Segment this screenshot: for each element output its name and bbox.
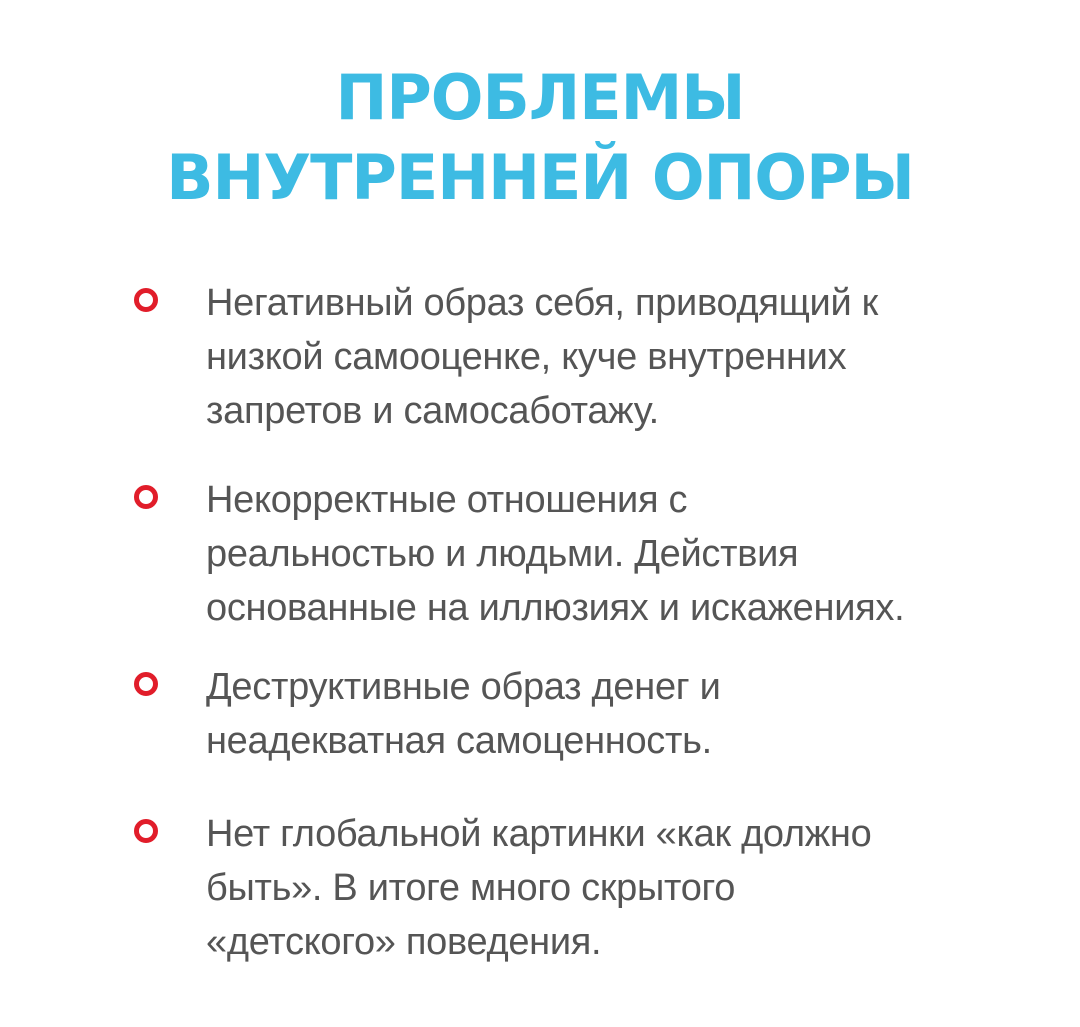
list-item-line: Нет глобальной картинки «как должно bbox=[206, 813, 872, 855]
list-item-line: Некорректные отношения с bbox=[206, 479, 688, 521]
page-title-line-2: ВНУТРЕННЕЙ ОПОРЫ bbox=[166, 141, 914, 214]
list-item-line: запретов и самосаботажу. bbox=[206, 390, 659, 432]
red-ring-bullet-icon bbox=[134, 288, 158, 312]
list-item-line: неадекватная самоценность. bbox=[206, 720, 712, 762]
list-item-text bbox=[206, 473, 966, 635]
red-ring-bullet-icon bbox=[134, 672, 158, 696]
list-item-text bbox=[206, 807, 966, 969]
red-ring-bullet-icon bbox=[134, 819, 158, 843]
list-item-line: низкой самооценке, куче внутренних bbox=[206, 336, 847, 378]
page-title-line-1: ПРОБЛЕМЫ bbox=[335, 61, 745, 134]
list-item-line: быть». В итоге много скрытого bbox=[206, 867, 736, 909]
list-item-text bbox=[206, 276, 966, 438]
list-item-line: Негативный образ себя, приводящий к bbox=[206, 282, 878, 324]
list-item-line: «детского» поведения. bbox=[206, 921, 602, 963]
list-item-line: Деструктивные образ денег и bbox=[206, 666, 721, 708]
list-item-line: основанные на иллюзиях и искажениях. bbox=[206, 587, 905, 629]
list-item-text bbox=[206, 660, 966, 768]
red-ring-bullet-icon bbox=[134, 485, 158, 509]
list-item-line: реальностью и людьми. Действия bbox=[206, 533, 799, 575]
